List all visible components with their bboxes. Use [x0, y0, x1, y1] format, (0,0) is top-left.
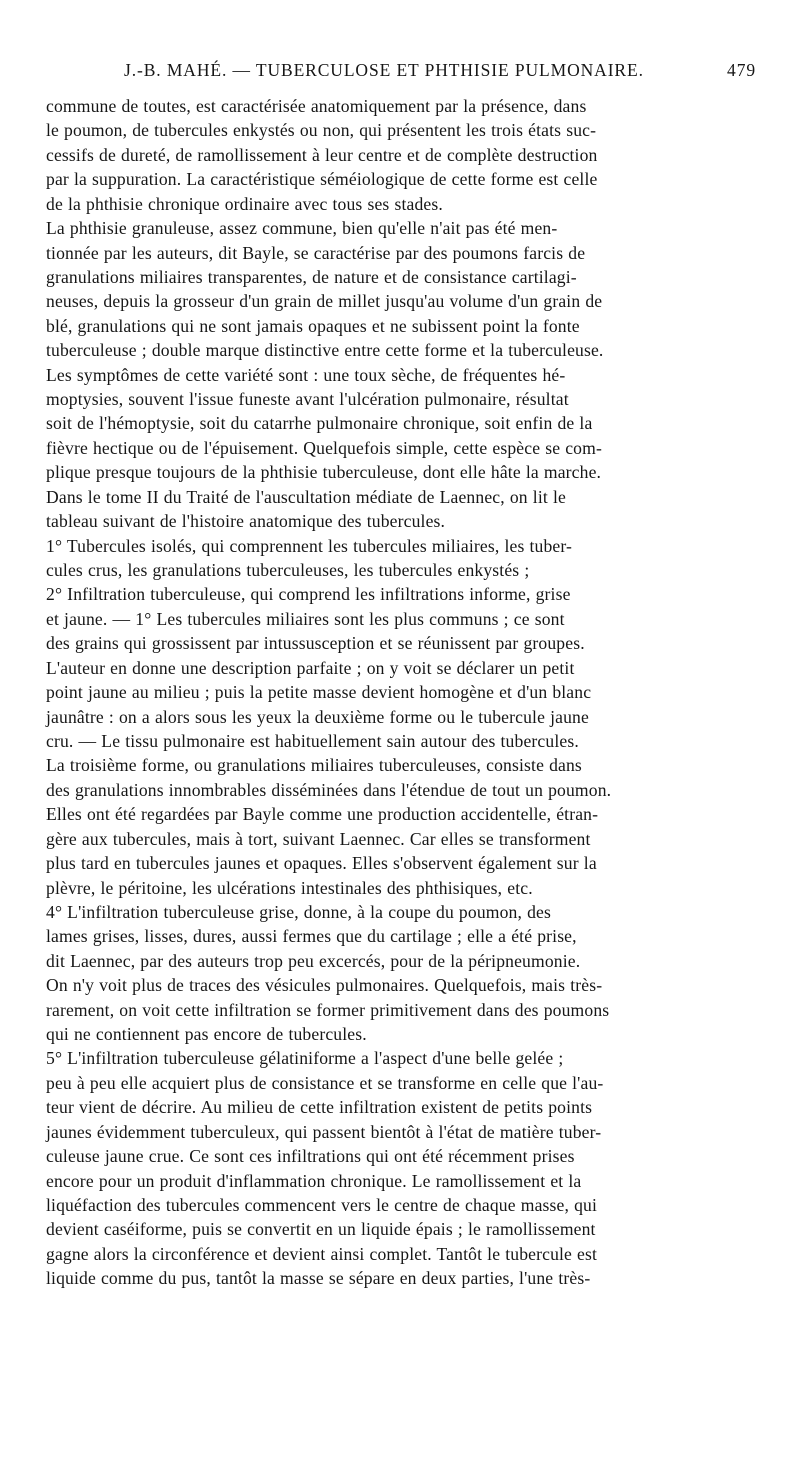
- paragraph-infiltration-grise: [46, 900, 760, 1047]
- text-line: peu à peu elle acquiert plus de consistance et se transforme en celle que l'au-: [46, 1072, 604, 1093]
- text-line: 2° Infiltration tuberculeuse, qui comprend les infiltrations informe, grise: [46, 584, 571, 605]
- paragraph-infiltration-tuberculeuse: [46, 582, 760, 899]
- text-line: La phthisie granuleuse, assez commune, bien qu'elle n'ait pas été men-: [46, 218, 558, 239]
- text-line: devient caséiforme, puis se convertit en un liquide épais ; le ramollissement: [46, 1219, 596, 1240]
- paragraph-forme-commune: [46, 94, 760, 216]
- text-line: cessifs de dureté, de ramollissement à leur centre et de complète destruction: [46, 144, 598, 165]
- text-line: jaunâtre : on a alors sous les yeux la deuxième forme ou le tubercule jaune: [46, 706, 589, 727]
- text-line: de la phthisie chronique ordinaire avec tous ses stades.: [46, 193, 443, 214]
- text-line: moptysies, souvent l'issue funeste avant l'ulcération pulmonaire, résultat: [46, 389, 569, 410]
- text-line: liquide comme du pus, tantôt la masse se sépare en deux parties, l'une très-: [46, 1268, 591, 1289]
- text-line: lames grises, lisses, dures, aussi fermes que du cartilage ; elle a été prise,: [46, 926, 577, 947]
- text-line: liquéfaction des tubercules commencent vers le centre de chaque masse, qui: [46, 1194, 598, 1215]
- text-line: tableau suivant de l'histoire anatomique des tubercules.: [46, 511, 446, 532]
- text-line: rarement, on voit cette infiltration se former primitivement dans des poumons: [46, 999, 610, 1020]
- text-line: granulations miliaires transparentes, de nature et de consistance cartilagi-: [46, 266, 577, 287]
- text-line: et jaune. — 1° Les tubercules miliaires sont les plus communs ; ce sont: [46, 608, 565, 629]
- text-line: qui ne contiennent pas encore de tubercules.: [46, 1024, 367, 1045]
- running-head: J.-B. MAHÉ. — TUBERCULOSE ET PHTHISIE PULMONAIRE.: [124, 60, 644, 80]
- text-line: neuses, depuis la grosseur d'un grain de millet jusqu'au volume d'un grain de: [46, 291, 603, 312]
- text-line: des granulations innombrables disséminées dans l'étendue de tout un poumon.: [46, 779, 612, 800]
- text-line: tionnée par les auteurs, dit Bayle, se caractérise par des poumons farcis de: [46, 242, 586, 263]
- text-line: blé, granulations qui ne sont jamais opaques et ne subissent point la fonte: [46, 315, 580, 336]
- text-line: fièvre hectique ou de l'épuisement. Quelquefois simple, cette espèce se com-: [46, 437, 602, 458]
- text-line: des grains qui grossissent par intussusception et se réunissent par groupes.: [46, 633, 585, 654]
- text-line: gagne alors la circonférence et devient ainsi complet. Tantôt le tubercule est: [46, 1243, 598, 1264]
- text-line: teur vient de décrire. Au milieu de cette infiltration existent de petits points: [46, 1097, 593, 1118]
- page-number: 479: [727, 60, 756, 80]
- paragraph-phthisie-granuleuse: [46, 216, 760, 533]
- text-line: 5° L'infiltration tuberculeuse gélatiniforme a l'aspect d'une belle gelée ;: [46, 1048, 564, 1069]
- text-line: soit de l'hémoptysie, soit du catarrhe pulmonaire chronique, soit enfin de la: [46, 413, 593, 434]
- text-line: point jaune au milieu ; puis la petite masse devient homogène et d'un blanc: [46, 682, 592, 703]
- paragraph-tubercules-isoles: [46, 534, 760, 583]
- body-text: [46, 94, 760, 1291]
- text-line: plus tard en tubercules jaunes et opaques. Elles s'observent également sur la: [46, 853, 597, 874]
- page-header: [46, 58, 760, 94]
- text-line: On n'y voit plus de traces des vésicules pulmonaires. Quelquefois, mais très-: [46, 975, 603, 996]
- text-line: le poumon, de tubercules enkystés ou non, qui présentent les trois états suc-: [46, 120, 597, 141]
- paragraph-infiltration-gelatiniforme: [46, 1046, 760, 1290]
- text-line: Dans le tome II du Traité de l'auscultation médiate de Laennec, on lit le: [46, 486, 566, 507]
- text-line: plique presque toujours de la phthisie tuberculeuse, dont elle hâte la marche.: [46, 462, 602, 483]
- text-line: plèvre, le péritoine, les ulcérations intestinales des phthisiques, etc.: [46, 877, 533, 898]
- text-line: commune de toutes, est caractérisée anatomiquement par la présence, dans: [46, 96, 587, 116]
- text-line: La troisième forme, ou granulations miliaires tuberculeuses, consiste dans: [46, 755, 582, 776]
- text-line: encore pour un produit d'inflammation chronique. Le ramollissement et la: [46, 1170, 582, 1191]
- text-line: 4° L'infiltration tuberculeuse grise, donne, à la coupe du poumon, des: [46, 901, 552, 922]
- text-line: dit Laennec, par des auteurs trop peu excercés, pour de la péripneumonie.: [46, 950, 581, 971]
- text-line: par la suppuration. La caractéristique séméiologique de cette forme est celle: [46, 169, 598, 190]
- text-line: gère aux tubercules, mais à tort, suivant Laennec. Car elles se transforment: [46, 828, 591, 849]
- text-line: cru. — Le tissu pulmonaire est habituellement sain autour des tubercules.: [46, 730, 579, 751]
- text-line: tuberculeuse ; double marque distinctive entre cette forme et la tuberculeuse.: [46, 340, 604, 361]
- text-line: culeuse jaune crue. Ce sont ces infiltrations qui ont été récemment prises: [46, 1146, 575, 1167]
- text-line: Elles ont été regardées par Bayle comme une production accidentelle, étran-: [46, 804, 599, 825]
- text-line: Les symptômes de cette variété sont : une toux sèche, de fréquentes hé-: [46, 364, 566, 385]
- text-line: cules crus, les granulations tuberculeuses, les tubercules enkystés ;: [46, 560, 530, 581]
- text-line: jaunes évidemment tuberculeux, qui passent bientôt à l'état de matière tuber-: [46, 1121, 602, 1142]
- text-line: L'auteur en donne une description parfaite ; on y voit se déclarer un petit: [46, 657, 575, 678]
- text-line: 1° Tubercules isolés, qui comprennent les tubercules miliaires, les tuber-: [46, 535, 573, 556]
